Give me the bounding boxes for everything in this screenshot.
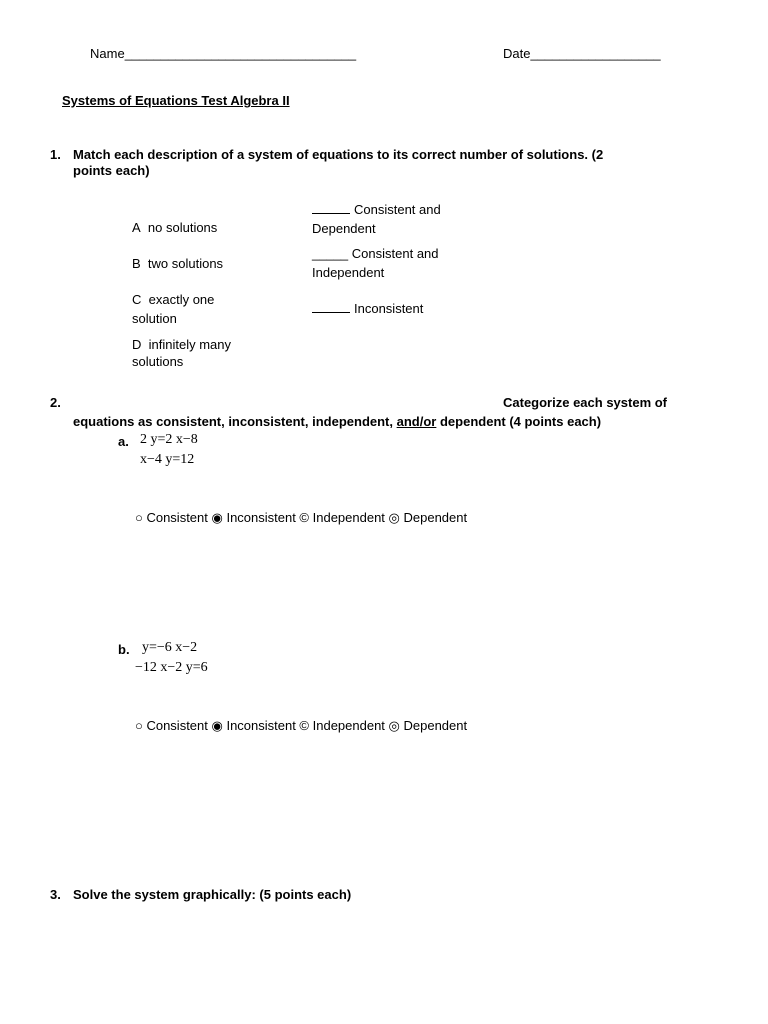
option-text: two solutions [147, 256, 224, 271]
q1-prompt-line1: Match each description of a system of equations to its correct number of solutions. (2 [73, 147, 604, 162]
answer-blank[interactable] [312, 202, 350, 214]
q1-option-c-line2: solution [132, 311, 177, 326]
q2-prompt-line2 [73, 414, 601, 429]
option-text: no solutions [147, 220, 218, 235]
answer-blank[interactable] [312, 301, 350, 313]
option-text: exactly one [148, 292, 215, 307]
q1-number: 1. [50, 147, 61, 162]
date-blank[interactable]: __________________ [530, 46, 661, 61]
option-text: infinitely many [148, 337, 231, 352]
q1-option-a [132, 220, 217, 235]
q1-option-c [132, 292, 214, 307]
date-label: Date [503, 46, 531, 61]
q2a-equation-1: 2 y=2 x−8 [140, 432, 198, 447]
q3-prompt: Solve the system graphically: (5 points each) [73, 887, 352, 902]
q2-prompt-pre: equations as consistent, inconsistent, independent, [73, 414, 393, 429]
answer-blank[interactable]: _____ [312, 246, 349, 261]
q1-option-d [132, 337, 231, 352]
q1-option-d-line2: solutions [132, 354, 184, 369]
name-label: Name [90, 46, 125, 61]
q2-prompt-line1: Categorize each system of [503, 395, 668, 410]
option-letter: D [132, 337, 142, 352]
page-title: Systems of Equations Test Algebra II [62, 93, 290, 108]
match-label: Consistent and [351, 246, 439, 261]
q2b-equation-1: y=−6 x−2 [142, 640, 198, 655]
date-field[interactable] [503, 46, 661, 61]
q1-option-b [132, 256, 223, 271]
q1-match-3 [312, 301, 423, 316]
q2-number: 2. [50, 395, 61, 410]
q2-prompt-post: dependent (4 points each) [439, 414, 602, 429]
q1-match-1 [312, 202, 441, 217]
match-label: Inconsistent [354, 301, 424, 316]
name-field[interactable] [90, 46, 356, 61]
q1-match-2-line2: Independent [312, 265, 385, 280]
q1-match-1-line2: Dependent [312, 221, 376, 236]
q2b-choices[interactable]: ○ Consistent ◉ Inconsistent © Independent ◎ Dependent [135, 718, 468, 733]
q1-prompt-line2: points each) [73, 163, 150, 178]
option-letter: A [132, 220, 141, 235]
q3-number: 3. [50, 887, 61, 902]
name-blank[interactable]: ________________________________ [124, 46, 357, 61]
q2b-label: b. [118, 642, 130, 657]
q1-match-2 [312, 246, 439, 261]
q2b-equation-2: −12 x−2 y=6 [135, 660, 208, 675]
option-letter: B [132, 256, 141, 271]
q2a-label: a. [118, 434, 129, 449]
q2a-equation-2: x−4 y=12 [140, 452, 195, 467]
q2-prompt-andor: and/or [396, 414, 437, 429]
match-label: Consistent and [354, 202, 441, 217]
q2a-choices[interactable]: ○ Consistent ◉ Inconsistent © Independent ◎ Dependent [135, 510, 468, 525]
option-letter: C [132, 292, 142, 307]
